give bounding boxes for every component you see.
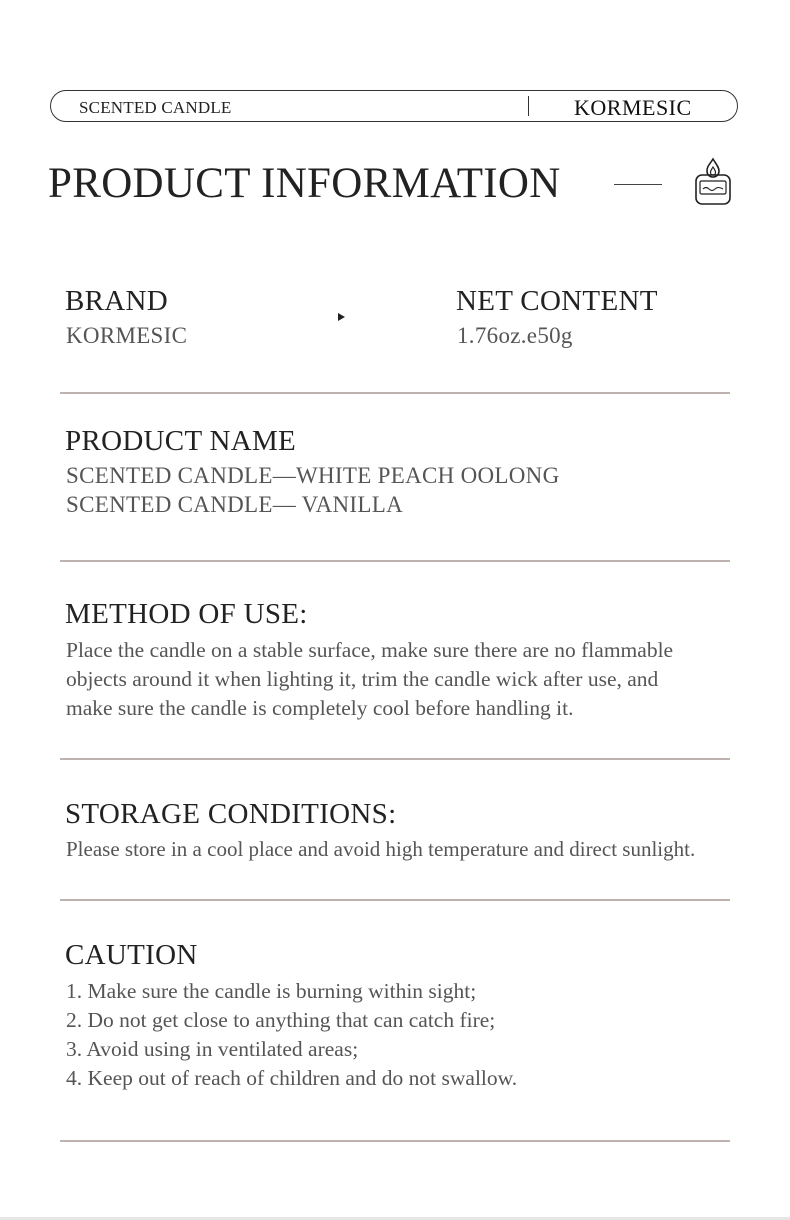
brand-value: KORMESIC: [66, 323, 188, 348]
brand-label: BRAND: [65, 285, 169, 317]
divider: [60, 758, 730, 760]
method-line: objects around it when lighting it, trim the candle wick after use, and: [66, 667, 659, 691]
method-line: make sure the candle is completely cool before handling it.: [66, 696, 574, 720]
header-pill: [50, 90, 738, 122]
caution-item: 2. Do not get close to anything that can catch fire;: [66, 1008, 496, 1032]
play-arrow-icon: [338, 313, 345, 321]
header-divider: [528, 96, 529, 116]
divider: [60, 392, 730, 394]
product-name-label: PRODUCT NAME: [65, 425, 297, 457]
caution-label: CAUTION: [65, 939, 198, 971]
net-content-label: NET CONTENT: [456, 285, 658, 317]
caution-item: 3. Avoid using in ventilated areas;: [66, 1037, 359, 1061]
candle-icon: [692, 156, 734, 208]
method-line: Place the candle on a stable surface, make sure there are no flammable: [66, 638, 674, 662]
product-name-line: SCENTED CANDLE— VANILLA: [66, 492, 403, 517]
storage-label: STORAGE CONDITIONS:: [65, 798, 397, 830]
title-dash: [614, 184, 662, 185]
method-of-use-label: METHOD OF USE:: [65, 598, 308, 630]
divider: [60, 899, 730, 901]
page-title: PRODUCT INFORMATION: [48, 160, 561, 207]
caution-item: 1. Make sure the candle is burning within sight;: [66, 979, 477, 1003]
category-label: SCENTED CANDLE: [79, 98, 232, 117]
divider: [60, 1140, 730, 1142]
net-content-value: 1.76oz.e50g: [457, 323, 573, 348]
storage-line: Please store in a cool place and avoid high temperature and direct sunlight.: [66, 837, 696, 861]
product-name-line: SCENTED CANDLE—WHITE PEACH OOLONG: [66, 463, 560, 488]
caution-item: 4. Keep out of reach of children and do not swallow.: [66, 1066, 518, 1090]
brand-logo: KORMESIC: [574, 95, 692, 120]
divider: [60, 560, 730, 562]
